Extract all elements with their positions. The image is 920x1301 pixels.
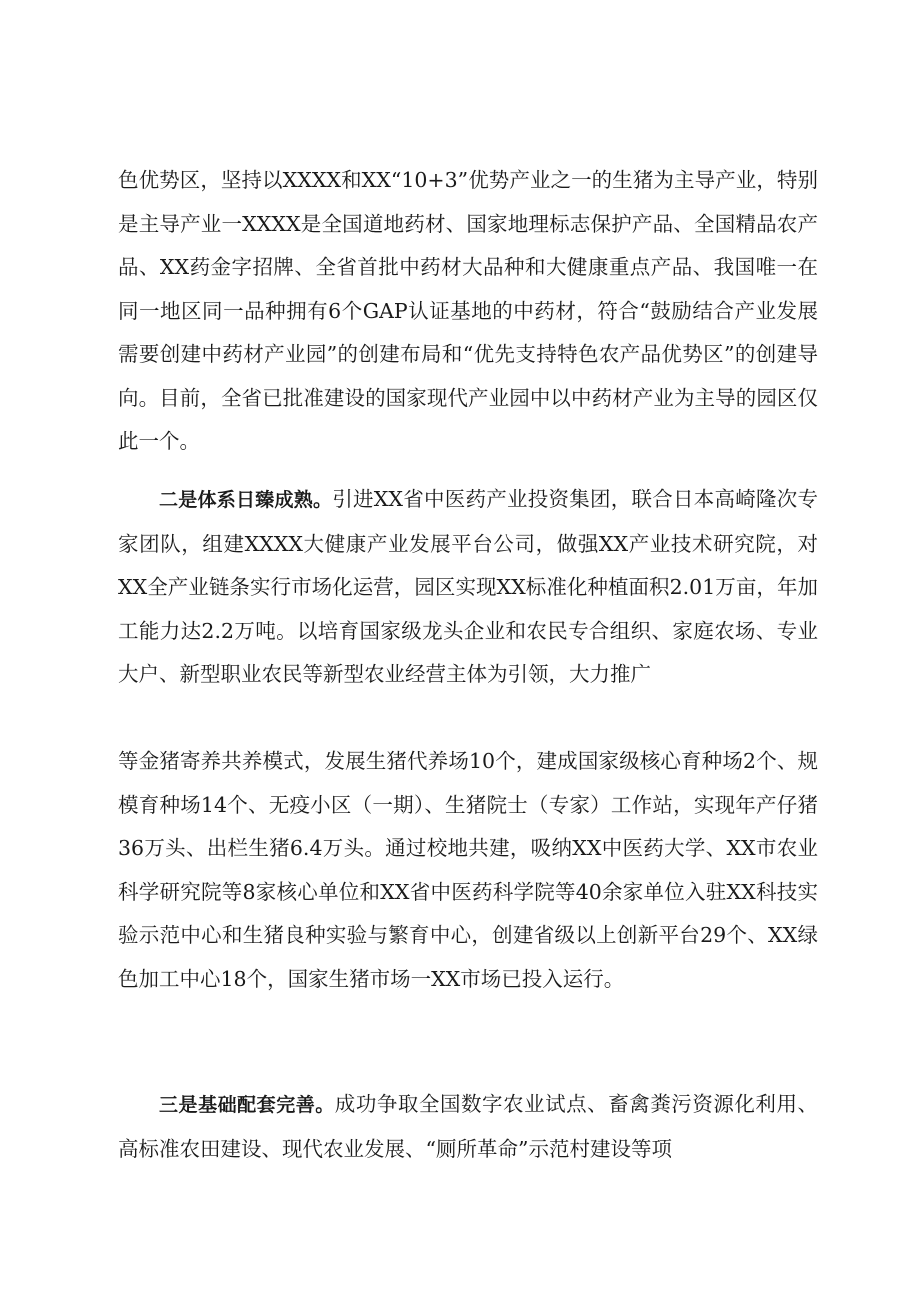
paragraph-block-3 (118, 740, 818, 1001)
section-3-body: 成功争取全国数字农业试点、畜禽粪污资源化利用、高标准农田建设、现代农业发展、“厕所革命”示范村建设等项 (118, 1092, 818, 1161)
paragraph-block-1 (118, 159, 818, 464)
paragraph-section-3 (118, 1083, 818, 1171)
paragraph-block-4 (118, 1083, 818, 1171)
section-2-heading: 二是体系日臻成熟。 (159, 489, 333, 511)
paragraph-continued: 色优势区，坚持以XXXX和XX“10+3”优势产业之一的生猪为主导产业，特别是主导产业一XXXX是全国道地药材、国家地理标志保护产品、全国精品农产品、XX药金字招牌、全省首批中药材大品种和大健康重点产品、我国唯一在同一地区同一品种拥有6个GAP认证基地的中药材，符合“鼓励结合产业发展需要创建中药材产业园”的创建布局和“优先支持特色农产品优势区”的创建导向。目前，全省已批准建设的国家现代产业园中以中药材产业为主导的园区仅此一个。 (118, 168, 818, 453)
section-3-heading: 三是基础配套完善。 (159, 1094, 335, 1116)
section-2-body: 引进XX省中医药产业投资集团，联合日本高崎隆次专家团队，组建XXXX大健康产业发展平台公司，做强XX产业技术研究院，对XX全产业链条实行市场化运营，园区实现XX标准化种植面积2.01万亩，年加工能力达2.2万吨。以培育国家级龙头企业和农民专合组织、家庭农场、专业大户、新型职业农民等新型农业经营主体为引领，大力推广 (118, 487, 818, 686)
paragraph-section-2 (118, 478, 818, 697)
paragraph-section-2-continued: 等金猪寄养共养模式，发展生猪代养场10个，建成国家级核心育种场2个、规模育种场14个、无疫小区（一期）、生猪院士（专家）工作站，实现年产仔猪36万头、出栏生猪6.4万头。通过校地共建，吸纳XX中医药大学、XX市农业科学研究院等8家核心单位和XX省中医药科学院等40余家单位入驻XX科技实验示范中心和生猪良种实验与繁育中心，创建省级以上创新平台29个、XX绿色加工中心18个，国家生猪市场一XX市场已投入运行。 (118, 749, 818, 991)
paragraph-block-2 (118, 478, 818, 697)
